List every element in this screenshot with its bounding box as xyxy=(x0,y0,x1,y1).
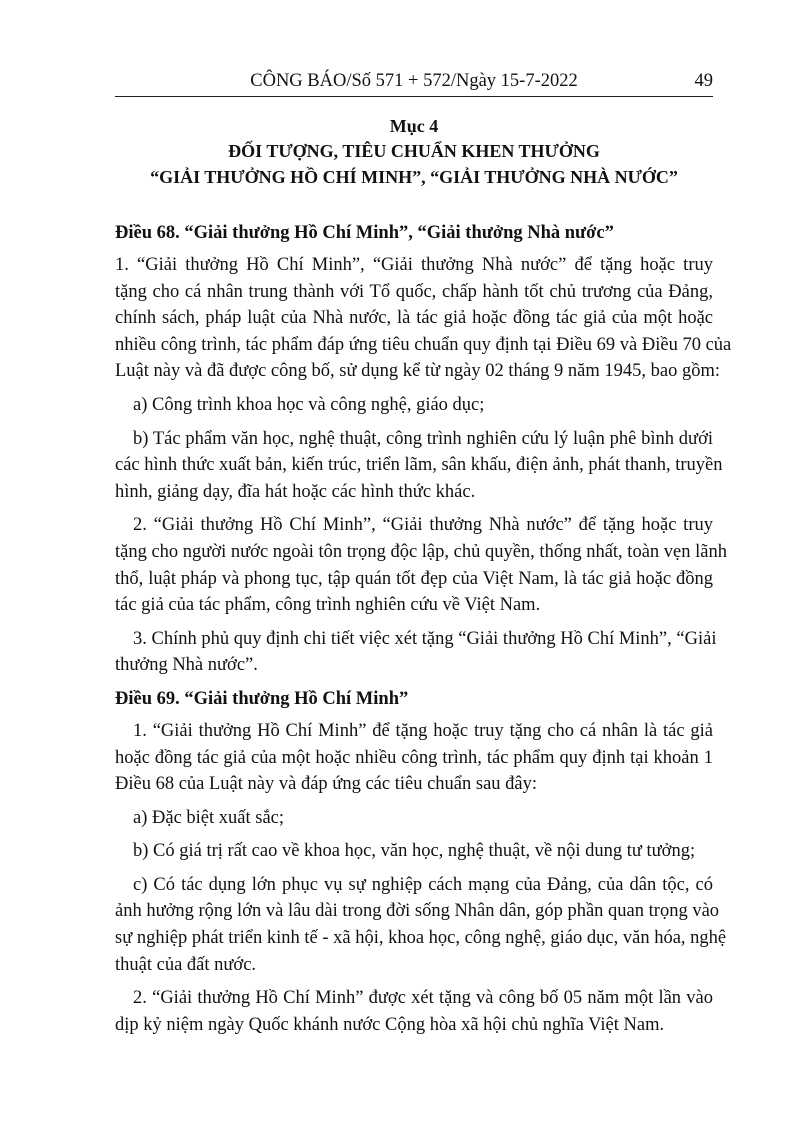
paragraph-line: 3. Chính phủ quy định chi tiết việc xét tặng “Giải thưởng Hồ Chí Minh”, “Giải xyxy=(133,628,717,649)
article-68-point-b xyxy=(115,426,723,506)
section-heading: Mục 4 xyxy=(389,116,439,136)
paragraph-line: sự nghiệp phát triển kinh tế - xã hội, khoa học, công nghệ, giáo dục, văn hóa, nghệ xyxy=(115,928,727,949)
paragraph-line: 1. “Giải thưởng Hồ Chí Minh” để tặng hoặc truy tặng cho cá nhân là tác giả xyxy=(133,720,713,741)
article-69-title: Điều 69. “Giải thưởng Hồ Chí Minh” xyxy=(115,688,409,709)
paragraph-line: tác giả của tác phẩm, công trình nghiên cứu về Việt Nam. xyxy=(115,595,541,616)
section-title-line-2: “GIẢI THƯỞNG HỒ CHÍ MINH”, “GIẢI THƯỞNG NHÀ NƯỚC” xyxy=(150,166,678,187)
paragraph-line: tặng cho người nước ngoài tôn trọng độc lập, chủ quyền, thống nhất, toàn vẹn lãnh xyxy=(115,541,727,562)
paragraph-line: nhiều công trình, tác phẩm đáp ứng tiêu chuẩn quy định tại Điều 69 và Điều 70 của xyxy=(115,334,732,355)
paragraph-line: hoặc đồng tác giả của một hoặc nhiều công trình, tác phẩm quy định tại khoản 1 xyxy=(115,747,713,768)
article-68-point-a xyxy=(115,392,713,419)
paragraph-line: b) Có giá trị rất cao về khoa học, văn học, nghệ thuật, về nội dung tư tưởng; xyxy=(133,841,696,862)
paragraph-line: a) Đặc biệt xuất sắc; xyxy=(133,807,285,828)
paragraph-line: a) Công trình khoa học và công nghệ, giáo dục; xyxy=(133,394,485,415)
article-68-paragraph-3 xyxy=(115,626,717,679)
paragraph-line: Luật này và đã được công bố, sử dụng kể từ ngày 02 tháng 9 năm 1945, bao gồm: xyxy=(115,361,721,382)
paragraph-line: dịp kỷ niệm ngày Quốc khánh nước Cộng hòa xã hội chủ nghĩa Việt Nam. xyxy=(115,1014,665,1035)
article-69-point-c xyxy=(115,872,727,978)
paragraph-line: thưởng Nhà nước”. xyxy=(115,655,258,676)
paragraph-line: các hình thức xuất bản, kiến trúc, triển lãm, sân khấu, điện ảnh, phát thanh, truyền xyxy=(115,455,723,476)
article-68-paragraph-2 xyxy=(115,512,727,618)
article-69-point-b xyxy=(115,838,713,865)
paragraph-line: tặng cho cá nhân trung thành với Tổ quốc, chấp hành tốt chủ trương của Đảng, xyxy=(115,281,713,302)
paragraph-line: thổ, luật pháp và phong tục, tập quán tốt đẹp của Việt Nam, là tác giả hoặc đồng xyxy=(115,568,713,589)
article-69-point-a xyxy=(115,805,713,832)
article-68-title: Điều 68. “Giải thưởng Hồ Chí Minh”, “Giải thưởng Nhà nước” xyxy=(115,223,614,243)
article-69-paragraph-1 xyxy=(115,718,713,798)
paragraph-line: hình, giảng dạy, đĩa hát hoặc các hình thức khác. xyxy=(115,481,476,502)
paragraph-line: Điều 68 của Luật này và đáp ứng các tiêu chuẩn sau đây: xyxy=(115,774,538,795)
paragraph-line: thuật của đất nước. xyxy=(115,954,257,975)
page-number: 49 xyxy=(694,71,713,91)
paragraph-line: 2. “Giải thưởng Hồ Chí Minh” được xét tặng và công bố 05 năm một lần vào xyxy=(133,988,713,1009)
article-68-paragraph-1 xyxy=(115,252,732,385)
page-header xyxy=(115,70,713,97)
paragraph-line: chính sách, pháp luật của Nhà nước, là tác giả hoặc đồng tác giả của một hoặc xyxy=(115,308,713,329)
section-title-line-1: ĐỐI TƯỢNG, TIÊU CHUẨN KHEN THƯỞNG xyxy=(228,141,600,161)
paragraph-line: ảnh hưởng rộng lớn và lâu dài trong đời sống Nhân dân, góp phần quan trọng vào xyxy=(115,901,720,922)
paragraph-line: 1. “Giải thưởng Hồ Chí Minh”, “Giải thưởng Nhà nước” để tặng hoặc truy xyxy=(115,255,713,275)
paragraph-line: c) Có tác dụng lớn phục vụ sự nghiệp cách mạng của Đảng, của dân tộc, có xyxy=(133,874,713,895)
page-content xyxy=(115,114,732,1045)
article-69-paragraph-2 xyxy=(115,985,713,1038)
gazette-header-title: CÔNG BÁO/Số 571 + 572/Ngày 15-7-2022 xyxy=(250,71,578,91)
paragraph-line: 2. “Giải thưởng Hồ Chí Minh”, “Giải thưởng Nhà nước” để tặng hoặc truy xyxy=(133,515,713,536)
paragraph-line: b) Tác phẩm văn học, nghệ thuật, công trình nghiên cứu lý luận phê bình dưới xyxy=(133,428,713,449)
